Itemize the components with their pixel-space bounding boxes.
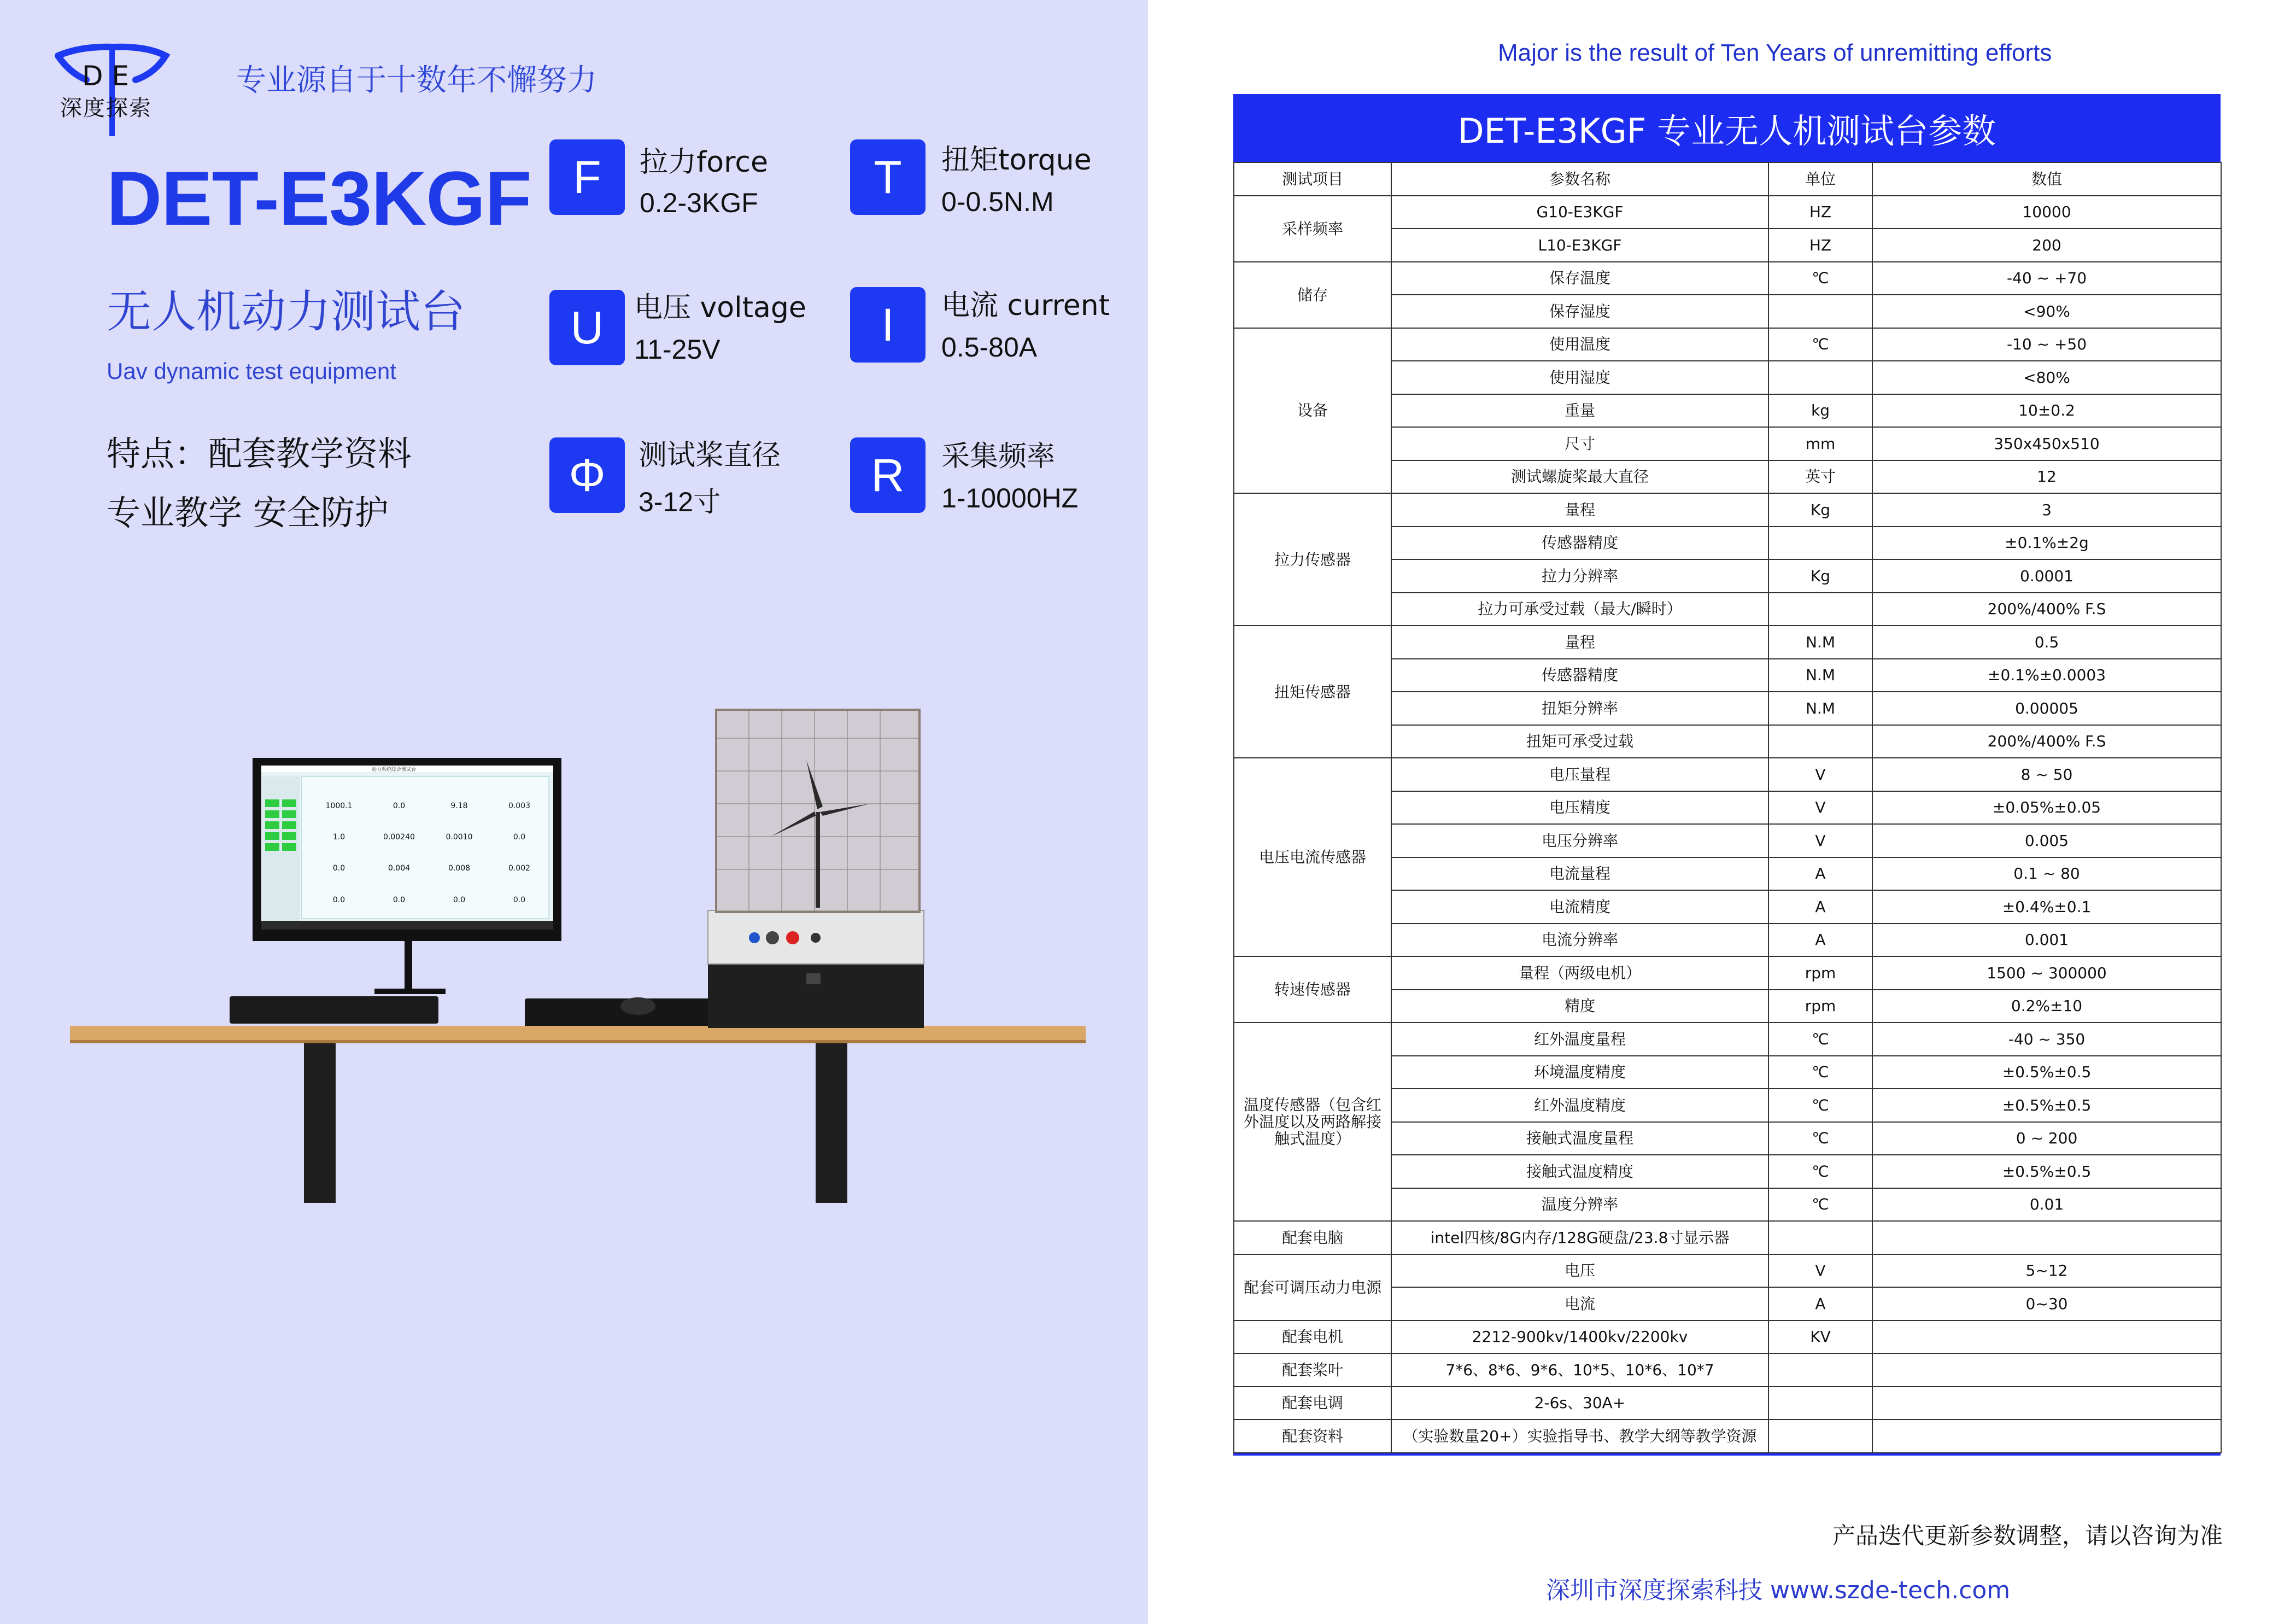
table-header-cell: 参数名称 [1391, 162, 1768, 196]
group-cell: 采样频率 [1234, 196, 1391, 262]
unit-cell: ℃ [1768, 1023, 1872, 1056]
group-cell: 设备 [1234, 328, 1391, 494]
param-name-cell: 使用温度 [1391, 328, 1768, 361]
value-cell: 0.001 [1872, 924, 2221, 957]
unit-cell [1768, 725, 1872, 758]
table-header-cell: 测试项目 [1234, 162, 1391, 196]
unit-cell: kg [1768, 394, 1872, 428]
screen-cell: 0.003 [508, 802, 531, 810]
spec-voltage-label: 电压 voltage [634, 291, 806, 324]
unit-cell: V [1768, 758, 1872, 791]
param-name-cell: 2-6s、30A+ [1391, 1387, 1768, 1420]
param-name-cell: 电流精度 [1391, 890, 1768, 924]
group-cell: 配套电脑 [1234, 1221, 1391, 1254]
value-cell [1872, 1321, 2221, 1354]
value-cell: ±0.5%±0.5 [1872, 1056, 2221, 1089]
group-cell: 扭矩传感器 [1234, 626, 1391, 758]
unit-cell: mm [1768, 427, 1872, 460]
param-name-cell: 7*6、8*6、9*6、10*5、10*6、10*7 [1391, 1353, 1768, 1387]
unit-cell: ℃ [1768, 1188, 1872, 1222]
param-name-cell: 红外温度量程 [1391, 1023, 1768, 1056]
screen-cell: 0.0 [453, 896, 466, 904]
group-cell: 配套资料 [1234, 1419, 1391, 1453]
param-name-cell: 2212-900kv/1400kv/2200kv [1391, 1321, 1768, 1354]
unit-cell: V [1768, 791, 1872, 825]
param-name-cell: 红外温度精度 [1391, 1089, 1768, 1122]
value-cell: <80% [1872, 361, 2221, 394]
mouse [620, 997, 655, 1015]
unit-cell: HZ [1768, 229, 1872, 262]
unit-cell: KV [1768, 1321, 1872, 1354]
screen-cell: 0.002 [508, 864, 531, 873]
unit-cell [1768, 361, 1872, 394]
value-cell: 350x450x510 [1872, 427, 2221, 460]
value-cell: 200 [1872, 229, 2221, 262]
voltage-icon: U [549, 290, 625, 365]
value-cell: 0.2%±10 [1872, 990, 2221, 1023]
value-cell: 5~12 [1872, 1254, 2221, 1288]
param-name-cell: 精度 [1391, 990, 1768, 1023]
value-cell: ±0.1%±2g [1872, 527, 2221, 560]
unit-cell: HZ [1768, 196, 1872, 229]
mouse-pad [525, 998, 716, 1027]
param-name-cell: 电压量程 [1391, 758, 1768, 791]
screen-cell: 0.008 [448, 864, 471, 873]
diameter-icon: Φ [549, 437, 625, 513]
spec-force-value: 0.2-3KGF [640, 188, 758, 218]
group-cell: 配套电机 [1234, 1321, 1391, 1354]
unit-cell: N.M [1768, 692, 1872, 725]
param-name-cell: G10-E3KGF [1391, 196, 1768, 229]
unit-cell: N.M [1768, 659, 1872, 692]
value-cell: 3 [1872, 493, 2221, 527]
unit-cell [1768, 593, 1872, 626]
spec-force-label: 拉力force [640, 146, 768, 179]
unit-cell: A [1768, 924, 1872, 957]
param-name-cell: 量程（两级电机） [1391, 956, 1768, 990]
table-row [1234, 758, 2221, 791]
unit-cell: V [1768, 824, 1872, 857]
unit-cell [1768, 527, 1872, 560]
screen-title: 动力系统综合测试台 [372, 767, 417, 773]
value-cell: -10 ~ +50 [1872, 328, 2221, 361]
value-cell: 0 ~ 200 [1872, 1122, 2221, 1155]
spec-frequency-value: 1-10000HZ [941, 483, 1079, 513]
param-name-cell: 电流量程 [1391, 857, 1768, 891]
value-cell [1872, 1221, 2221, 1254]
unit-cell [1768, 1419, 1872, 1453]
spec-current-value: 0.5-80A [941, 332, 1038, 363]
value-cell: -40 ~ 350 [1872, 1023, 2221, 1056]
unit-cell: ℃ [1768, 1056, 1872, 1089]
value-cell: 8 ~ 50 [1872, 758, 2221, 791]
table-row [1234, 493, 2221, 527]
slogan: 专业源自于十数年不懈努力 [236, 62, 598, 97]
unit-cell: A [1768, 890, 1872, 924]
screen-cell: 0.004 [388, 864, 411, 873]
screen-cell: 0.0 [332, 896, 345, 904]
spec-voltage-value: 11-25V [634, 334, 721, 365]
screen-cell: 0.00240 [383, 833, 415, 842]
value-cell: ±0.5%±0.5 [1872, 1155, 2221, 1188]
param-name-cell: 环境温度精度 [1391, 1056, 1768, 1089]
value-cell [1872, 1387, 2221, 1420]
value-cell: ±0.05%±0.05 [1872, 791, 2221, 825]
screen-cell: 9.18 [450, 802, 468, 810]
unit-cell: ℃ [1768, 328, 1872, 361]
group-cell: 储存 [1234, 262, 1391, 328]
value-cell: 0~30 [1872, 1287, 2221, 1321]
table-row [1234, 1387, 2221, 1420]
value-cell: 12 [1872, 460, 2221, 494]
screen-cell: 0.0 [513, 896, 526, 904]
spec-diameter-value: 3-12寸 [639, 487, 721, 517]
param-name-cell: 量程 [1391, 493, 1768, 527]
table-row [1234, 1353, 2221, 1387]
table-row [1234, 1321, 2221, 1354]
subtitle-en: Uav dynamic test equipment [107, 358, 396, 384]
table-row [1234, 1221, 2221, 1254]
value-cell: 0.5 [1872, 626, 2221, 659]
group-cell: 配套桨叶 [1234, 1353, 1391, 1387]
model-title: DET-E3KGF [107, 155, 531, 241]
table-header-row [1234, 162, 2221, 196]
unit-cell [1768, 295, 1872, 328]
param-name-cell: 拉力可承受过载（最大/瞬时） [1391, 593, 1768, 626]
right-tagline: Major is the result of Ten Years of unremitting efforts [1498, 39, 2052, 66]
feature-line-1: 特点：配套教学资料 [107, 434, 412, 474]
screen-cell: 0.0 [513, 833, 526, 842]
unit-cell [1768, 1221, 1872, 1254]
param-name-cell: 电压 [1391, 1254, 1768, 1288]
param-name-cell: intel四核/8G内存/128G硬盘/23.8寸显示器 [1391, 1221, 1768, 1254]
group-cell: 拉力传感器 [1234, 493, 1391, 626]
param-name-cell: 重量 [1391, 394, 1768, 428]
value-cell: 200%/400% F.S [1872, 593, 2221, 626]
param-name-cell: 尺寸 [1391, 427, 1768, 460]
table-row [1234, 1023, 2221, 1056]
param-name-cell: L10-E3KGF [1391, 229, 1768, 262]
group-cell: 电压电流传感器 [1234, 758, 1391, 956]
table-header-cell: 数值 [1872, 162, 2221, 196]
screen-cell: 0.0010 [446, 833, 473, 842]
value-cell [1872, 1419, 2221, 1453]
spec-current-label: 电流 current [941, 289, 1110, 322]
value-cell: 0.00005 [1872, 692, 2221, 725]
unit-cell: Kg [1768, 493, 1872, 527]
table-row [1234, 262, 2221, 295]
param-name-cell: 使用湿度 [1391, 361, 1768, 394]
group-cell: 温度传感器（包含红外温度以及两路解接触式温度） [1234, 1023, 1391, 1221]
value-cell: 10000 [1872, 196, 2221, 229]
param-name-cell: 扭矩分辨率 [1391, 692, 1768, 725]
param-name-cell: 保存湿度 [1391, 295, 1768, 328]
unit-cell: ℃ [1768, 1089, 1872, 1122]
company-footer: 深圳市深度探索科技 www.szde-tech.com [1546, 1576, 2011, 1604]
param-name-cell: 扭矩可承受过载 [1391, 725, 1768, 758]
value-cell: 0.0001 [1872, 559, 2221, 593]
table-header-cell: 单位 [1768, 162, 1872, 196]
unit-cell: 英寸 [1768, 460, 1872, 494]
spec-torque-label: 扭矩torque [941, 144, 1092, 177]
group-cell: 转速传感器 [1234, 956, 1391, 1023]
screen-cell: 0.0 [332, 864, 345, 873]
value-cell: 0.01 [1872, 1188, 2221, 1222]
table-title: DET-E3KGF 专业无人机测试台参数 [1233, 94, 2221, 162]
unit-cell [1768, 1387, 1872, 1420]
screen-cell: 0.0 [393, 802, 406, 810]
spec-frequency-label: 采集频率 [941, 440, 1056, 473]
screen-cell: 0.0 [393, 896, 406, 904]
torque-icon: T [850, 139, 926, 215]
update-note: 产品迭代更新参数调整，请以咨询为准 [1832, 1522, 2223, 1549]
unit-cell: ℃ [1768, 1122, 1872, 1155]
value-cell: -40 ~ +70 [1872, 262, 2221, 295]
value-cell: 0.1 ~ 80 [1872, 857, 2221, 891]
param-name-cell: 电流 [1391, 1287, 1768, 1321]
param-name-cell: 量程 [1391, 626, 1768, 659]
value-cell: 0.005 [1872, 824, 2221, 857]
value-cell: 1500 ~ 300000 [1872, 956, 2221, 990]
spec-table [1233, 94, 2221, 1456]
logo-name: 深度探索 [60, 96, 152, 121]
unit-cell: A [1768, 1287, 1872, 1321]
force-icon: F [549, 139, 625, 215]
value-cell: 200%/400% F.S [1872, 725, 2221, 758]
table-row [1234, 328, 2221, 361]
unit-cell: rpm [1768, 956, 1872, 990]
table-leg-left [304, 1043, 336, 1203]
param-name-cell: （实验数量20+）实验指导书、教学大纲等教学资源 [1391, 1419, 1768, 1453]
frequency-icon: R [850, 437, 926, 513]
param-name-cell: 测试螺旋桨最大直径 [1391, 460, 1768, 494]
group-cell: 配套可调压动力电源 [1234, 1254, 1391, 1321]
spec-diameter-label: 测试桨直径 [639, 439, 781, 472]
unit-cell: rpm [1768, 990, 1872, 1023]
unit-cell: V [1768, 1254, 1872, 1288]
unit-cell: A [1768, 857, 1872, 891]
param-name-cell: 保存温度 [1391, 262, 1768, 295]
unit-cell: N.M [1768, 626, 1872, 659]
param-name-cell: 温度分辨率 [1391, 1188, 1768, 1222]
screen-cell: 1.0 [332, 833, 345, 842]
param-name-cell: 电流分辨率 [1391, 924, 1768, 957]
product-photo [66, 694, 1093, 1203]
current-icon: I [850, 287, 926, 363]
table-leg-right [816, 1043, 847, 1203]
screen-cell: 1000.1 [325, 802, 353, 810]
param-table [1233, 162, 2222, 1453]
table-row [1234, 626, 2221, 659]
table-top [70, 1026, 1086, 1042]
param-name-cell: 电压精度 [1391, 791, 1768, 825]
param-name-cell: 电压分辨率 [1391, 824, 1768, 857]
value-cell: <90% [1872, 295, 2221, 328]
unit-cell: Kg [1768, 559, 1872, 593]
logo-letter-d: D E [82, 60, 129, 92]
param-name-cell: 传感器精度 [1391, 659, 1768, 692]
company-logo [54, 35, 171, 139]
param-name-cell: 拉力分辨率 [1391, 559, 1768, 593]
value-cell: ±0.1%±0.0003 [1872, 659, 2221, 692]
feature-line-2: 专业教学 安全防护 [107, 493, 389, 533]
unit-cell: ℃ [1768, 1155, 1872, 1188]
group-cell: 配套电调 [1234, 1387, 1391, 1420]
value-cell [1872, 1353, 2221, 1387]
table-row [1234, 196, 2221, 229]
unit-cell [1768, 1353, 1872, 1387]
spec-torque-value: 0-0.5N.M [941, 186, 1054, 217]
table-row [1234, 1419, 2221, 1453]
value-cell: ±0.5%±0.5 [1872, 1089, 2221, 1122]
unit-cell: ℃ [1768, 262, 1872, 295]
value-cell: 10±0.2 [1872, 394, 2221, 428]
value-cell: ±0.4%±0.1 [1872, 890, 2221, 924]
subtitle-cn: 无人机动力测试台 [107, 286, 466, 338]
param-name-cell: 接触式温度精度 [1391, 1155, 1768, 1188]
keyboard [230, 996, 438, 1024]
param-name-cell: 接触式温度量程 [1391, 1122, 1768, 1155]
table-row [1234, 956, 2221, 990]
table-row [1234, 1254, 2221, 1288]
param-name-cell: 传感器精度 [1391, 527, 1768, 560]
